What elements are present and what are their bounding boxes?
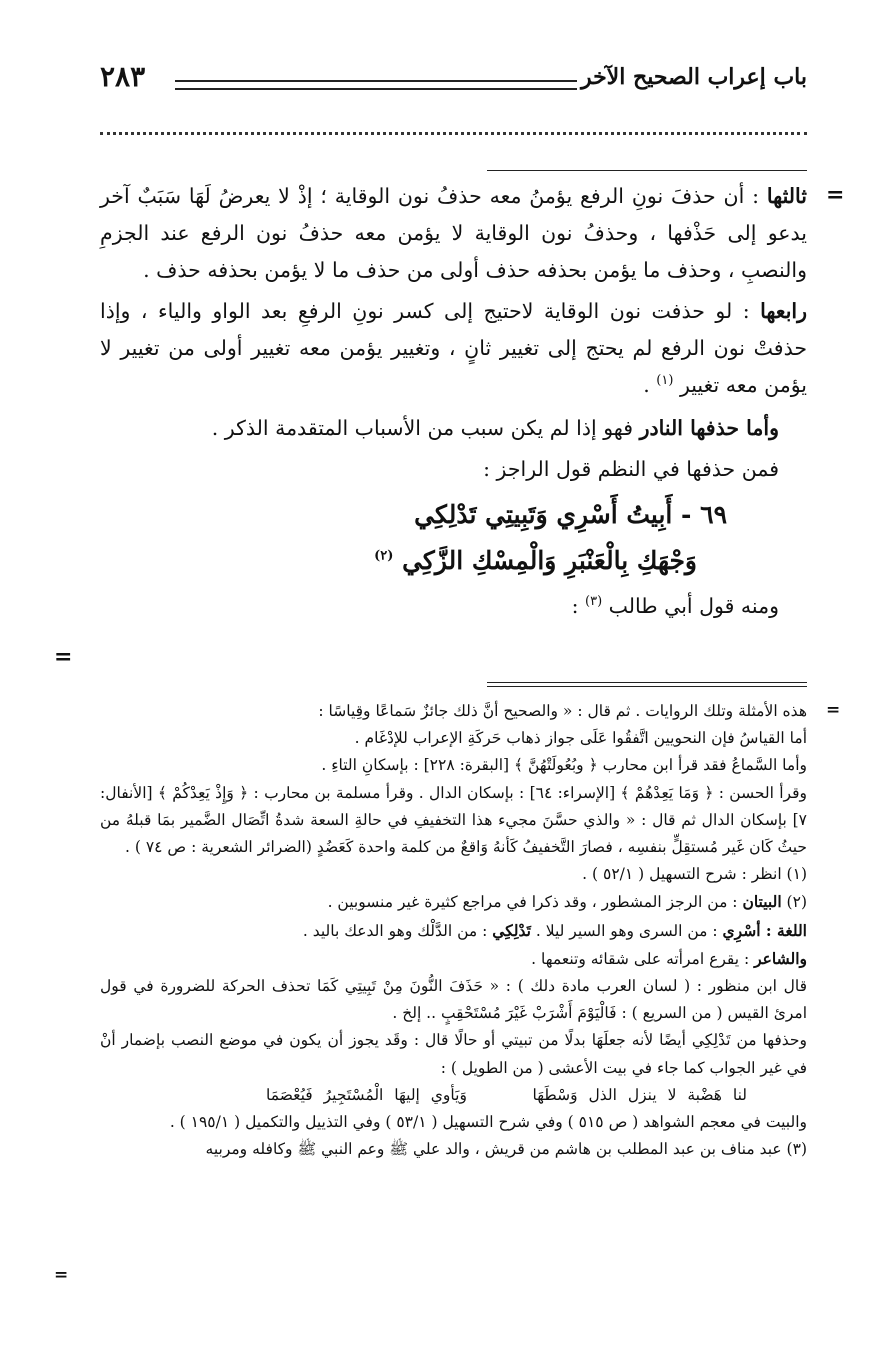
- footnote-separator: [487, 682, 807, 687]
- footnote-3: (٣) عبد مناف بن عبد المطلب بن هاشم من قريش ، والد علي ﷺ وعم النبي ﷺ وكافله ومربيه: [205, 1140, 807, 1159]
- margin-mark-notes: =: [826, 700, 841, 720]
- page-number: ٢٨٣: [100, 60, 146, 93]
- footnote-tadliki: وحذفها من تَدْلِكِي أيضًا لأنه جعلَهَا بدلًا من تبيتي أو حالًا قال : وقَد يجوز أن يكون في موضع النصب بإضمار أنْ في غير الجواب كما جاء في بيت الأعشى ( من الطويل ) :: [100, 1031, 807, 1077]
- footnote-language: [100, 917, 807, 945]
- footnote-ref-1: (١): [656, 373, 674, 389]
- language-text-b: : من الدَّلْك وهو الدعك باليد .: [302, 921, 493, 940]
- footnote-2-label: البيتان: [742, 892, 782, 912]
- verse-line-2: [100, 538, 807, 584]
- poet-label: والشاعر: [754, 948, 807, 968]
- language-label-2: تَدْلِكِي: [492, 920, 531, 940]
- footnote-continued-line-3: وأما السَّماعُ فقد قرأ ابن محارب ﴿ وبُعُولَتْهُنَّ ﴾ [البقرة: ٢٢٨] : بإسكانِ التاءِ .: [321, 756, 807, 775]
- abu-talib-text: ومنه قول أبي طالب: [608, 594, 779, 618]
- footnote-poet: [100, 945, 807, 973]
- top-short-rule: [487, 170, 807, 171]
- rare-deletion-label: وأما حذفها النادر: [639, 416, 779, 440]
- poem-hemistich-2: وَيَأوي إليهَا الْمُسْتَجِيرُ فَيُعْصَمَا: [266, 1085, 467, 1104]
- margin-mark-bottom: =: [54, 1265, 69, 1285]
- footnote-ref-3: (٣): [585, 594, 603, 610]
- main-text: [100, 178, 807, 629]
- footnote-2-number: (٢): [781, 893, 807, 912]
- fourth-reason-text: : لو حذفت نون الوقاية لاحتيج إلى كسر نونِ الرفعِ بعد الواو والياء ، وإذا حذفتْ نون الرفع لم يحتج إلى تغيير ثانٍ ، وتغيير يؤمن معه تغيير أولى من تغيير لا يؤمن معه تغيير: [100, 299, 807, 397]
- language-label: اللغة : أسْرِي: [722, 920, 807, 940]
- footnote-1: (١) انظر : شرح التسهيل ( ٥٢/١ ) .: [582, 865, 807, 884]
- footnote-ref-2: (٢): [374, 548, 394, 564]
- fourth-reason-end: .: [643, 373, 657, 397]
- verse-line-2-text: وَجْهَكِ بِالْعَنْبَرِ وَالْمِسْكِ الزَّكِي: [402, 546, 697, 575]
- rare-deletion-text: فهو إذا لم يكن سبب من الأسباب المتقدمة الذكر .: [211, 416, 640, 440]
- poem-hemistich-1: لنا هَضْبة لا ينزل الذل وَسْطَهَا: [532, 1085, 747, 1104]
- footnote-sources: والبيت في معجم الشواهد ( ص ٥١٥ ) وفي شرح التسهيل ( ٥٣/١ ) وفي التذييل والتكميل ( ١٩٥/١ ) .: [169, 1113, 807, 1132]
- footnote-continued-line-2: أما القياسُ فإن النحويين اتَّفقُوا عَلَى جواز ذهاب حَركَةِ الإعراب للإدْغَام .: [354, 729, 807, 748]
- poet-text: : يقرع امرأته على شقائه وتنعمها .: [531, 949, 755, 968]
- margin-mark-top: =: [826, 182, 845, 208]
- third-reason-label: ثالثها: [766, 184, 807, 208]
- footnote-poem-line: [100, 1082, 807, 1109]
- verse-line-1: ٦٩ - أَبِيتُ أَسْرِي وَتَبِيتِي تَدْلِكِي: [414, 500, 727, 529]
- running-header: [100, 58, 807, 98]
- paragraph-abu-talib: [100, 588, 807, 625]
- footnote-2-text: : من الرجز المشطور ، وقد ذكرا في مراجع كثيرة غير منسوبين .: [327, 893, 743, 912]
- chapter-title: باب إعراب الصحيح الآخر: [580, 64, 807, 90]
- dotted-separator: [100, 132, 807, 135]
- footnote-2: [100, 888, 807, 916]
- abu-talib-end: :: [571, 594, 585, 618]
- paragraph-fourth-reason: [100, 293, 807, 404]
- paragraph-third-reason: [100, 178, 807, 289]
- footnote-continued-line-1: هذه الأمثلة وتلك الروايات . ثم قال : « والصحيح أنَّ ذلك جائزٌ سَماعًا وقِياسًا :: [318, 702, 807, 720]
- paragraph-rare-deletion: [100, 410, 807, 447]
- footnote-continued-line-4: وقرأ الحسن : ﴿ وَمَا يَعِدْهُمْ ﴾ [الإسراء: ٦٤] : بإسكان الدال . وقرأ مسلمة بن محارب : ﴿ وَإِذْ يَعِدْكُمْ ﴾ [الأنفال: ٧] بإسكان الدال ثم قال : « والذي حسَّنَ مجيء هذا التخفيفِ في حالةِ السعة شدةُ اتِّصَال الضَّمير بمَا قبلهُ من حيثُ كَان غَير مُستقِلٍّ بنفسِه ، فصارَ التَّخفيفُ كَأنهُ وَاقعٌ من كلمة واحدة كَعَضُدٍ (الضرائر الشعرية : ص ٧٤ ) .: [100, 783, 807, 857]
- header-double-rule: [175, 80, 577, 90]
- footnotes: [100, 698, 807, 1163]
- paragraph-rajaz-intro: فمن حذفها في النظم قول الراجز :: [483, 457, 779, 481]
- language-text-a: : من السرى وهو السير ليلا .: [530, 921, 723, 940]
- footnote-ibn-manzur: قال ابن منظور : ( لسان العرب مادة دلك ) : « حَذَفَ النُّونَ مِنْ تَبِيتِي كَمَا تحذف الحركة للضرورة في قول امرئ القيس ( من السريع ) : فَالْيَوْمَ أَشْرَبْ غَيْرَ مُسْتَحْقِبٍ .. إلخ .: [100, 977, 807, 1023]
- fourth-reason-label: رابعها: [760, 299, 807, 323]
- margin-mark-mid: =: [54, 644, 73, 670]
- third-reason-text: : أن حذفَ نونِ الرفع يؤمنُ معه حذفُ نون الوقاية ؛ إذْ لا يعرضُ لَهَا سَبَبٌ آخر يدعو إلى حَذْفها ، وحذفُ نون الوقاية لا يؤمن معه حذفُ نون الرفع عند الجزمِ والنصبِ ، وحذف ما يؤمن بحذفه حذف أولى من حذف ما لا يؤمن بحذفه حذف .: [100, 184, 807, 282]
